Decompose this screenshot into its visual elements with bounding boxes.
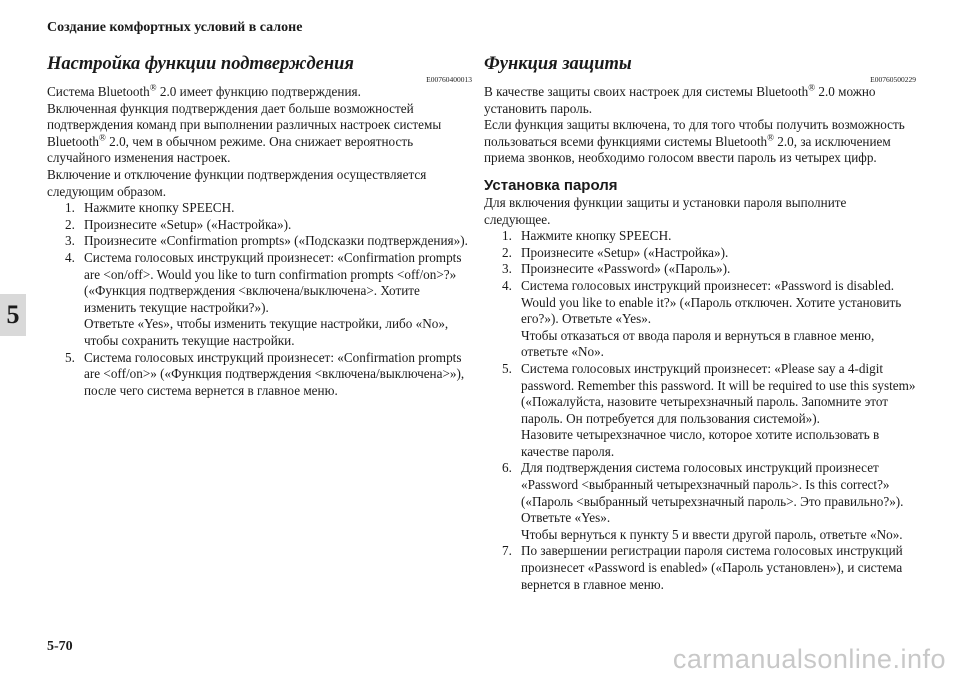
step-text: Произнесите «Confirmation prompts» («Подсказки подтверждения»).	[84, 233, 468, 249]
right-paragraph-1	[484, 84, 916, 117]
right-paragraph-2	[484, 117, 916, 167]
step-number: 5.	[502, 360, 512, 376]
right-paragraph-3: Для включения функции защиты и установки пароля выполните следующее.	[484, 194, 847, 227]
left-paragraph-2	[47, 101, 472, 167]
left-section-code: E00760400013	[426, 75, 472, 84]
step-extra: Ответьте «Yes», чтобы изменить текущие настройки, либо «No», чтобы сохранить текущие настройки.	[84, 316, 449, 348]
chapter-tab: 5	[0, 294, 26, 336]
text: Включенная функция подтверждения дает больше возможностей подтверждения команд при выполнении различных настроек системы Bluetooth	[47, 100, 442, 149]
step-number: 4.	[502, 277, 512, 293]
list-item	[484, 228, 916, 245]
list-item	[47, 217, 472, 234]
step-number: 1.	[502, 228, 512, 244]
right-section-code: E00760500229	[870, 75, 916, 84]
text: Система Bluetooth	[47, 84, 150, 99]
watermark: carmanualsonline.info	[672, 644, 946, 674]
step-text: Произнесите «Setup» («Настройка»).	[521, 244, 729, 260]
right-steps-list	[484, 228, 916, 593]
list-item	[484, 261, 916, 278]
step-text: Произнесите «Setup» («Настройка»).	[84, 216, 292, 232]
list-item	[484, 361, 916, 461]
list-item	[47, 350, 472, 400]
list-item	[47, 233, 472, 250]
text: 2.0 можно установить пароль.	[484, 84, 876, 116]
text: 2.0 имеет функцию подтверждения.	[156, 84, 361, 99]
left-column	[47, 53, 472, 399]
left-steps-list	[47, 200, 472, 399]
step-text: Система голосовых инструкций произнесет: «Please say a 4-digit password. Remember this password. It will be required to use this system» («Пожалуйста, назовите четырехзначный пароль. Запомните этот пароль. Он потребуется для пользования системой»).	[521, 360, 916, 426]
text: Если функция защиты включена, то для того чтобы получить возможность пользоваться всеми функциями системы Bluetooth	[484, 117, 905, 149]
list-item	[47, 200, 472, 217]
step-text: По завершении регистрации пароля система голосовых инструкций произнесет «Password is enabled» («Пароль установлен»), и система вернется в главное меню.	[521, 543, 903, 592]
list-item	[47, 250, 472, 350]
step-number: 1.	[65, 200, 75, 216]
right-section-title: Функция защиты	[484, 54, 632, 74]
step-number: 2.	[502, 244, 512, 260]
list-item	[484, 460, 916, 543]
left-section-title: Настройка функции подтверждения	[47, 54, 354, 74]
registered-mark: ®	[149, 82, 157, 93]
subsection-heading: Установка пароля	[484, 176, 618, 194]
left-paragraph-3: Включение и отключение функции подтверждения осуществляется следующим образом.	[47, 166, 427, 199]
text: В качестве защиты своих настроек для системы Bluetooth	[484, 84, 809, 99]
right-column	[484, 53, 916, 593]
step-extra: Назовите четырехзначное число, которое хотите использовать в качестве пароля.	[521, 427, 880, 459]
step-text: Нажмите кнопку SPEECH.	[521, 228, 672, 244]
step-text: Система голосовых инструкций произнесет: «Confirmation prompts are <on/off>. Would you like to turn confirmation prompts <off/on>?» («Функция подтверждения <включена/выключена>. Хотите изменить текущие настройки?»).	[84, 249, 462, 315]
step-text: Система голосовых инструкций произнесет: «Password is disabled. Would you like to enable it?» («Пароль отключен. Хотите установить его?»). Ответьте «Yes».	[521, 277, 902, 327]
step-number: 4.	[65, 249, 75, 265]
running-header: Создание комфортных условий в салоне	[47, 20, 303, 35]
step-number: 5.	[65, 349, 75, 365]
step-text: Для подтверждения система голосовых инструкций произнесет «Password <выбранный четырехзначный пароль>. Is this correct?» («Пароль <выбранный четырехзначный пароль>. Это правильно?»). Ответьте «Yes».	[521, 460, 904, 526]
step-number: 3.	[502, 261, 512, 277]
list-item	[484, 245, 916, 262]
left-paragraph-1	[47, 84, 472, 101]
list-item	[484, 278, 916, 361]
step-text: Произнесите «Password» («Пароль»).	[521, 261, 731, 277]
page-number: 5-70	[47, 639, 73, 654]
text: 2.0, за исключением приема звонков, необходимо голосом ввести пароль из четырех цифр.	[484, 133, 891, 166]
step-extra: Чтобы отказаться от ввода пароля и вернуться в главное меню, ответьте «No».	[521, 327, 875, 360]
step-number: 3.	[65, 233, 75, 249]
step-extra: Чтобы вернуться к пункту 5 и ввести другой пароль, ответьте «No».	[521, 526, 903, 542]
step-number: 2.	[65, 216, 75, 232]
step-number: 7.	[502, 543, 512, 559]
list-item	[484, 543, 916, 593]
text: 2.0, чем в обычном режиме. Она снижает вероятность случайного изменения настроек.	[47, 133, 414, 166]
step-number: 6.	[502, 460, 512, 476]
step-text: Нажмите кнопку SPEECH.	[84, 200, 235, 216]
registered-mark: ®	[767, 132, 774, 143]
registered-mark: ®	[99, 132, 106, 143]
step-text: Система голосовых инструкций произнесет: «Confirmation prompts are <off/on>» («Функция подтверждения <включена/выключена>»), после чего система вернется в главное меню.	[84, 349, 465, 398]
registered-mark: ®	[808, 82, 816, 93]
